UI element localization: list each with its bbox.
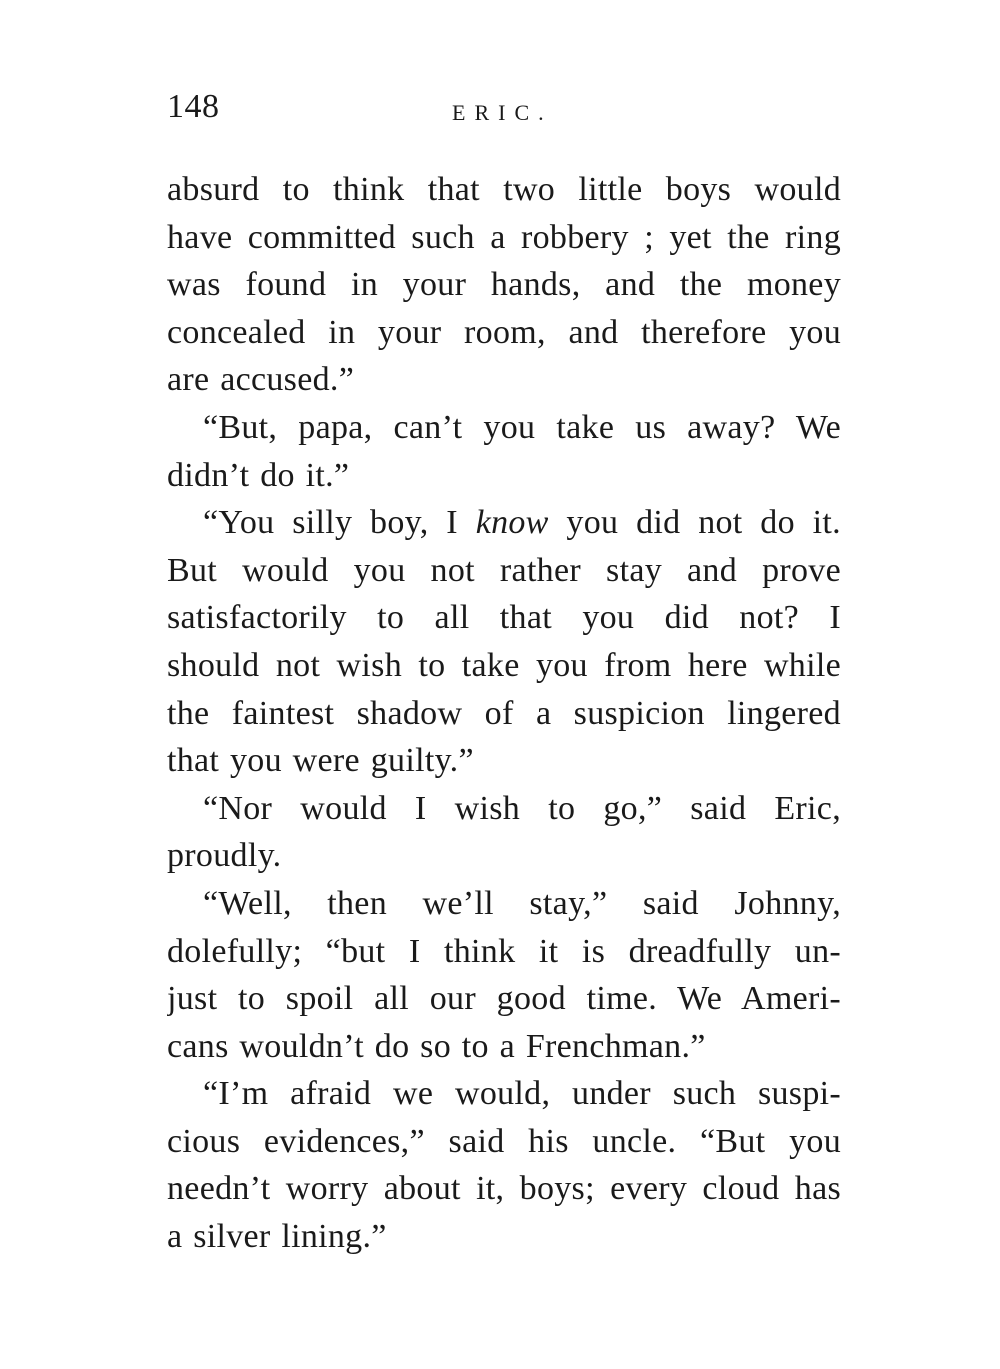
- emphasized-word: know: [475, 504, 549, 542]
- text-line: concealed in your room, and therefore you: [167, 313, 841, 351]
- page-number: 148: [167, 88, 220, 125]
- text-line: “I’m afraid we would, under such suspi-: [203, 1075, 841, 1113]
- text-line: dolefully; “but I think it is dreadfully un-: [167, 932, 841, 970]
- body-text: [167, 166, 841, 1261]
- text-line: cans wouldn’t do so to a Frenchman.”: [167, 1027, 706, 1065]
- text-line: are accused.”: [167, 361, 355, 399]
- text-line-with-emphasis: [167, 499, 841, 547]
- text-line: “Nor would I wish to go,” said Eric,: [203, 789, 841, 827]
- text-line: just to spoil all our good time. We Ameri-: [167, 980, 841, 1018]
- text-line: proudly.: [167, 837, 282, 875]
- text-line: “Well, then we’ll stay,” said Johnny,: [203, 884, 841, 922]
- text-line: needn’t worry about it, boys; every cloud has: [167, 1170, 841, 1208]
- text-line: “But, papa, can’t you take us away? We: [203, 408, 841, 446]
- text-line: didn’t do it.”: [167, 456, 350, 494]
- text-line: absurd to think that two little boys would: [167, 171, 841, 208]
- text-line: the faintest shadow of a suspicion lingered: [167, 694, 841, 732]
- running-title: ERIC.: [452, 100, 553, 125]
- text-segment: “You silly boy, I: [203, 504, 458, 542]
- text-line: that you were guilty.”: [167, 742, 474, 780]
- text-line: cious evidences,” said his uncle. “But you: [167, 1122, 841, 1160]
- text-line: should not wish to take you from here while: [167, 646, 841, 684]
- text-line: satisfactorily to all that you did not? I: [167, 599, 841, 637]
- page-header: [167, 88, 841, 138]
- text-segment: you did not do it.: [566, 504, 841, 542]
- text-line: was found in your hands, and the money: [167, 266, 841, 304]
- text-line: a silver lining.”: [167, 1218, 387, 1256]
- text-line: But would you not rather stay and prove: [167, 551, 841, 589]
- text-line: have committed such a robbery ; yet the ring: [167, 218, 841, 256]
